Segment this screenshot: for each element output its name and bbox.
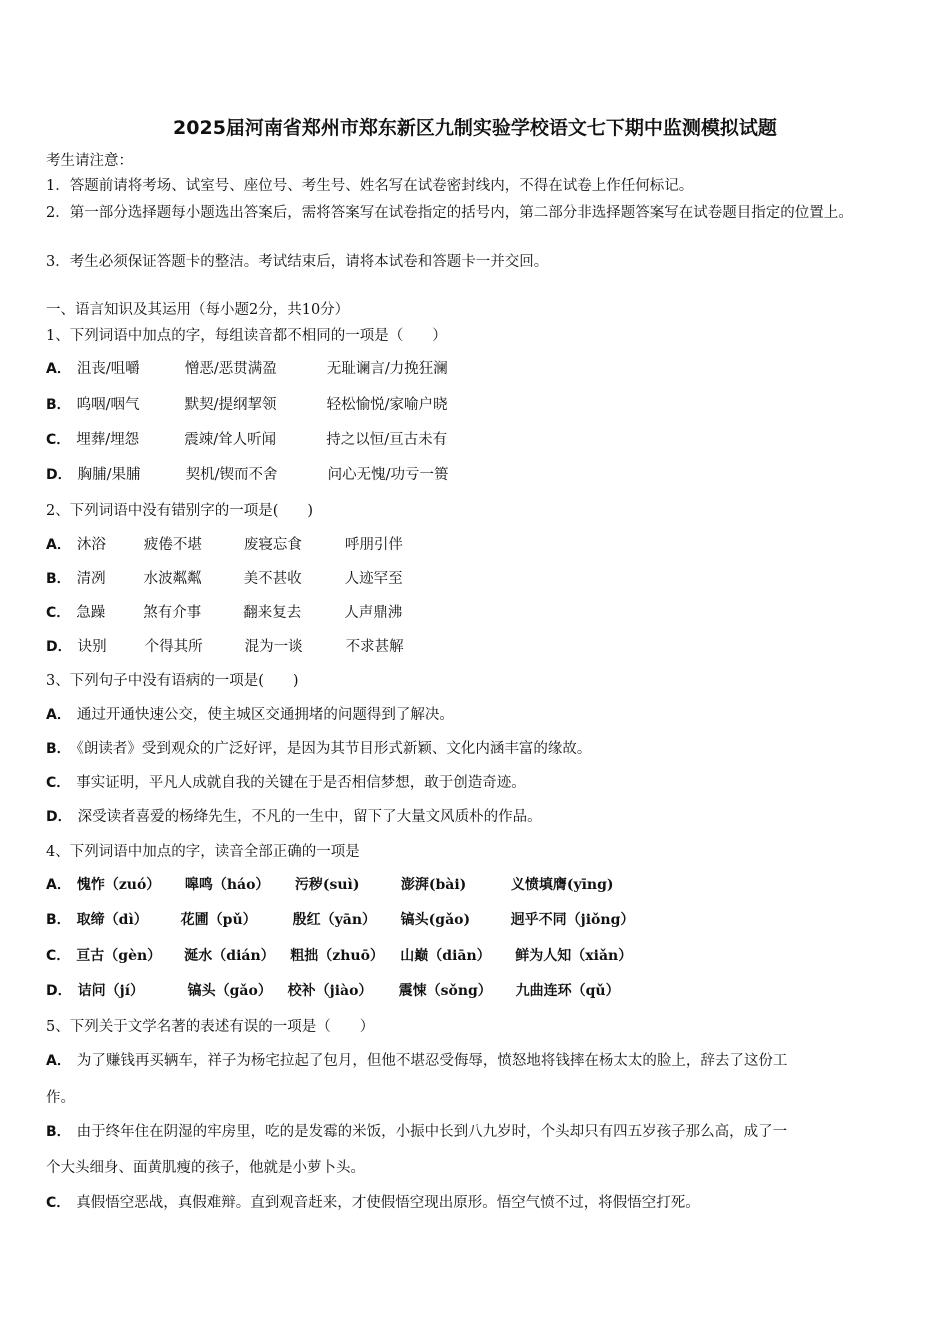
option-item: 粗拙（zhuō） bbox=[290, 948, 384, 964]
option-item: 花圃（pǔ） bbox=[180, 912, 257, 928]
question-2-stem: 2、下列词语中没有错别字的一项是( ) bbox=[46, 503, 314, 519]
option-item: 嗥鸣（háo） bbox=[184, 877, 270, 893]
option-label: A． bbox=[46, 361, 71, 377]
option-text: 深受读者喜爱的杨绛先生，不凡的一生中，留下了大量文风质朴的作品。 bbox=[77, 809, 542, 825]
option-item: 轻松愉悦/家喻户晓 bbox=[326, 397, 448, 413]
q5-option-c[interactable] bbox=[46, 1193, 700, 1213]
option-item: 迥乎不同（jiǒng） bbox=[510, 912, 635, 928]
option-label: A． bbox=[46, 537, 71, 553]
q1-option-c[interactable] bbox=[46, 430, 447, 450]
option-label: B． bbox=[46, 571, 71, 587]
option-item: 个得其所 bbox=[144, 639, 203, 655]
q4-option-a[interactable] bbox=[46, 875, 614, 895]
option-label: C． bbox=[46, 948, 71, 964]
option-item: 诀别 bbox=[77, 639, 107, 655]
q2-option-d[interactable] bbox=[46, 637, 404, 657]
option-item: 默契/提纲挈领 bbox=[184, 397, 277, 413]
q3-option-a[interactable] bbox=[46, 705, 454, 725]
q1-option-d[interactable] bbox=[46, 465, 449, 485]
option-item: 翻来复去 bbox=[243, 605, 302, 621]
option-item: 胸脯/果脯 bbox=[77, 467, 141, 483]
option-text: 真假悟空恶战，真假难辩。直到观音赶来，才使假悟空现出原形。悟空气愤不过，将假悟空打死。 bbox=[76, 1195, 700, 1211]
option-label: C． bbox=[46, 432, 71, 448]
option-item: 清冽 bbox=[76, 571, 106, 587]
option-text: 事实证明，平凡人成就自我的关键在于是否相信梦想，敢于创造奇迹。 bbox=[76, 775, 526, 791]
q1-option-b[interactable] bbox=[46, 395, 448, 415]
section-heading: 一、语言知识及其运用（每小题2分，共10分） bbox=[46, 302, 350, 318]
option-item: 校补（jiào） bbox=[287, 983, 373, 999]
q4-option-b[interactable] bbox=[46, 910, 634, 930]
option-label: C． bbox=[46, 1195, 71, 1211]
option-item: 九曲连环（qǔ） bbox=[515, 983, 620, 999]
option-item: 水波粼粼 bbox=[143, 571, 202, 587]
option-item: 疲倦不堪 bbox=[143, 537, 202, 553]
notice-item-2: 2．第一部分选择题每小题选出答案后，需将答案写在试卷指定的括号内，第二部分非选择题答案写在试卷题目指定的位置上。 bbox=[46, 205, 853, 221]
q1-option-a[interactable] bbox=[46, 359, 448, 379]
option-item: 不求甚解 bbox=[345, 639, 404, 655]
q2-option-a[interactable] bbox=[46, 535, 403, 555]
option-text: 为了赚钱再买辆车，祥子为杨宅拉起了包月，但他不堪忍受侮辱，愤怒地将钱摔在杨太太的脸上，辞去了这份工 bbox=[76, 1053, 788, 1069]
option-item: 呜咽/咽气 bbox=[76, 397, 140, 413]
option-label: D． bbox=[46, 809, 72, 825]
option-item: 震悚（sǒng） bbox=[398, 983, 492, 999]
option-label: D． bbox=[46, 983, 72, 999]
q5-option-a[interactable] bbox=[46, 1051, 787, 1071]
option-item: 镐头(gǎo) bbox=[400, 912, 471, 928]
q5-option-b[interactable] bbox=[46, 1122, 787, 1142]
option-label: B． bbox=[46, 397, 71, 413]
option-item: 废寝忘食 bbox=[243, 537, 302, 553]
option-item: 义愤填膺(yīng) bbox=[510, 877, 614, 893]
option-item: 沐浴 bbox=[76, 537, 106, 553]
question-5-stem: 5、下列关于文学名著的表述有误的一项是（ ） bbox=[46, 1019, 375, 1035]
option-item: 呼朋引伴 bbox=[344, 537, 403, 553]
q3-option-c[interactable] bbox=[46, 773, 526, 793]
option-label: B． bbox=[46, 912, 71, 928]
q2-option-c[interactable] bbox=[46, 603, 402, 623]
option-label: D． bbox=[46, 639, 72, 655]
option-label: C． bbox=[46, 775, 71, 791]
option-item: 涎水（dián） bbox=[184, 948, 275, 964]
option-label: B． bbox=[46, 1124, 71, 1140]
option-item: 诘问（jí） bbox=[77, 983, 145, 999]
option-item: 混为一谈 bbox=[244, 639, 303, 655]
q4-option-c[interactable] bbox=[46, 946, 632, 966]
option-item: 人声鼎沸 bbox=[344, 605, 403, 621]
option-text: 《朗读者》受到观众的广泛好评，是因为其节目形式新颖、文化内涵丰富的缘故。 bbox=[76, 741, 592, 757]
notice-heading: 考生请注意： bbox=[46, 153, 133, 169]
option-item: 埋葬/埋怨 bbox=[76, 432, 140, 448]
option-item: 殷红（yān） bbox=[292, 912, 377, 928]
option-item: 契机/锲而不舍 bbox=[185, 467, 278, 483]
option-text: 通过开通快速公交，使主城区交通拥堵的问题得到了解决。 bbox=[76, 707, 454, 723]
option-label: A． bbox=[46, 877, 71, 893]
option-item: 憎恶/恶贯满盈 bbox=[184, 361, 277, 377]
page-title: 2025届河南省郑州市郑东新区九制实验学校语文七下期中监测模拟试题 bbox=[173, 117, 777, 139]
option-item: 急躁 bbox=[76, 605, 106, 621]
option-item: 污秽(suì) bbox=[294, 877, 360, 893]
option-label: A． bbox=[46, 707, 71, 723]
option-item: 煞有介事 bbox=[143, 605, 202, 621]
question-1-stem: 1、下列词语中加点的字，每组读音都不相同的一项是（ ） bbox=[46, 328, 447, 344]
option-item: 镐头（gǎo） bbox=[187, 983, 272, 999]
option-item: 取缔（dì） bbox=[76, 912, 148, 928]
option-item: 山巅（diān） bbox=[400, 948, 491, 964]
notice-item-3: 3．考生必须保证答题卡的整洁。考试结束后，请将本试卷和答题卡一并交回。 bbox=[46, 254, 549, 270]
option-label: B． bbox=[46, 741, 71, 757]
q4-option-d[interactable] bbox=[46, 981, 620, 1001]
option-item: 鲜为人知（xiǎn） bbox=[515, 948, 633, 964]
q5-option-b-cont: 个大头细身、面黄肌瘦的孩子，他就是小萝卜头。 bbox=[46, 1160, 365, 1176]
option-label: A． bbox=[46, 1053, 71, 1069]
option-item: 亘古（gèn） bbox=[76, 948, 162, 964]
option-label: C． bbox=[46, 605, 71, 621]
option-item: 震竦/耸人听闻 bbox=[184, 432, 277, 448]
option-item: 沮丧/咀嚼 bbox=[76, 361, 140, 377]
option-item: 人迹罕至 bbox=[344, 571, 403, 587]
option-item: 持之以恒/亘古未有 bbox=[326, 432, 448, 448]
notice-item-1: 1．答题前请将考场、试室号、座位号、考生号、姓名写在试卷密封线内，不得在试卷上作任何标记。 bbox=[46, 178, 694, 194]
q3-option-d[interactable] bbox=[46, 807, 542, 827]
option-item: 问心无愧/功亏一篑 bbox=[327, 467, 449, 483]
question-4-stem: 4、下列词语中加点的字，读音全部正确的一项是 bbox=[46, 844, 360, 860]
q3-option-b[interactable] bbox=[46, 739, 591, 759]
option-item: 无耻谰言/力挽狂澜 bbox=[326, 361, 448, 377]
option-label: D． bbox=[46, 467, 72, 483]
option-text: 由于终年住在阴湿的牢房里，吃的是发霉的米饭，小振中长到八九岁时，个头却只有四五岁孩子那么高，成了一 bbox=[76, 1124, 788, 1140]
option-item: 愧怍（zuó） bbox=[76, 877, 161, 893]
option-item: 澎湃(bài) bbox=[400, 877, 467, 893]
question-3-stem: 3、下列句子中没有语病的一项是( ) bbox=[46, 673, 299, 689]
option-item: 美不甚收 bbox=[243, 571, 302, 587]
q5-option-a-cont: 作。 bbox=[46, 1090, 75, 1106]
q2-option-b[interactable] bbox=[46, 569, 403, 589]
